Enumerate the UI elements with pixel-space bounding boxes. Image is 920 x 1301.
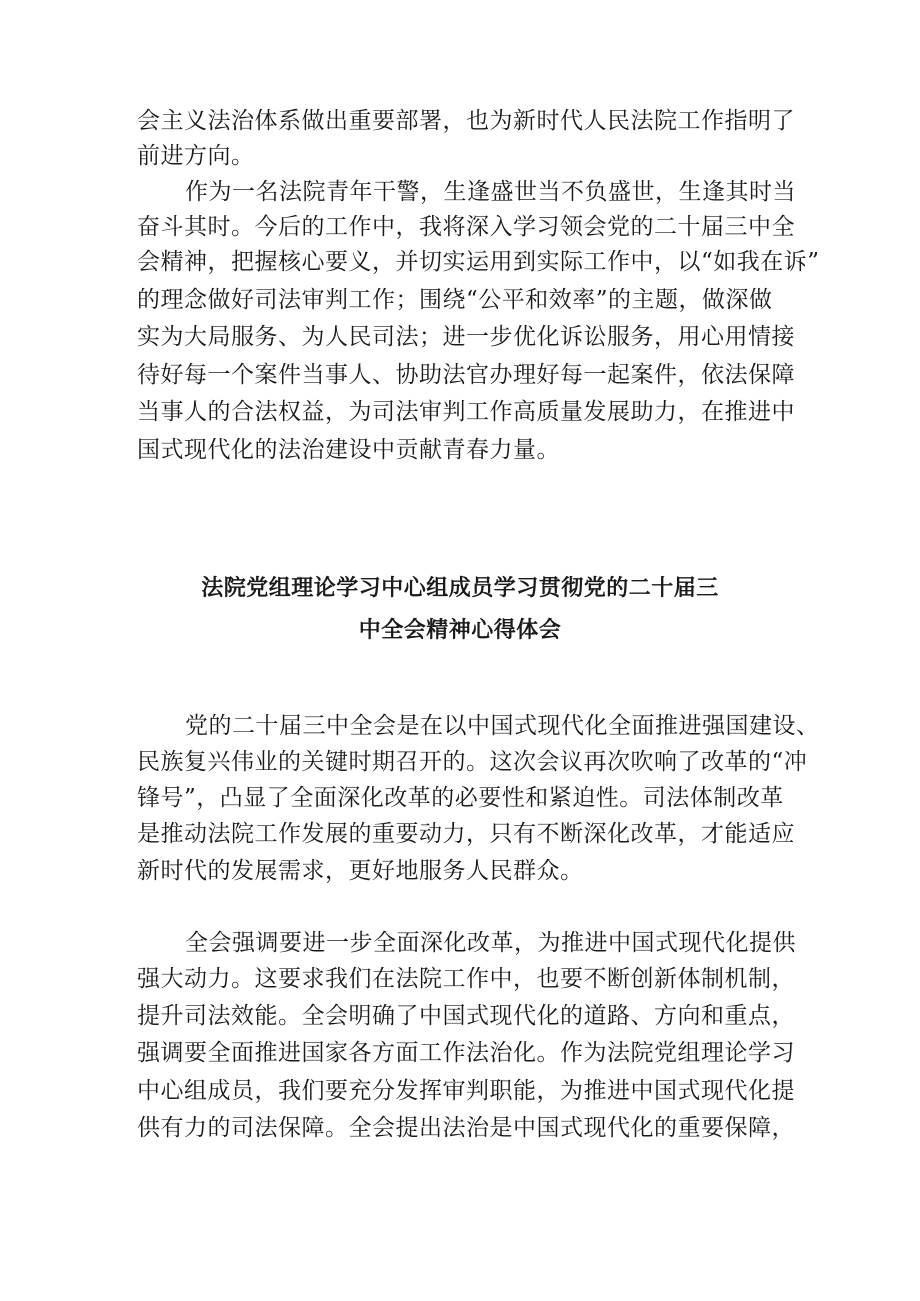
- paragraph-line: 作为一名法院青年干警，生逢盛世当不负盛世，生逢其时当: [185, 179, 796, 205]
- paragraph-line: 供有力的司法保障。全会提出法治是中国式现代化的重要保障，: [137, 1115, 795, 1141]
- paragraph-line: 中心组成员，我们要充分发挥审判职能，为推进中国式现代化提: [137, 1078, 795, 1104]
- paragraph-line: 提升司法效能。全会明确了中国式现代化的道路、方向和重点，: [137, 1003, 795, 1029]
- paragraph-line: 会精神，把握核心要义，并切实运用到实际工作中，以“如我在诉”: [137, 249, 820, 275]
- paragraph-line: 前进方向。: [137, 143, 255, 169]
- article-title-line-2: 中全会精神心得体会: [358, 618, 562, 643]
- paragraph-line: 民族复兴伟业的关键时期召开的。这次会议再次吹响了改革的“冲: [137, 749, 808, 775]
- paragraph-line: 强调要全面推进国家各方面工作法治化。作为法院党组理论学习: [137, 1040, 795, 1066]
- paragraph-line: 国式现代化的法治建设中贡献青春力量。: [137, 437, 560, 463]
- paragraph-line: 党的二十届三中全会是在以中国式现代化全面推进强国建设、: [185, 713, 820, 739]
- paragraph-line: 强大动力。这要求我们在法院工作中，也要不断创新体制机制，: [137, 966, 795, 992]
- paragraph-line: 全会强调要进一步全面深化改革，为推进中国式现代化提供: [185, 930, 796, 956]
- paragraph-line: 会主义法治体系做出重要部署，也为新时代人民法院工作指明了: [137, 108, 795, 134]
- paragraph-line: 奋斗其时。今后的工作中，我将深入学习领会党的二十届三中全: [137, 214, 795, 240]
- paragraph-line: 待好每一个案件当事人、协助法官办理好每一起案件，依法保障: [137, 362, 795, 388]
- article-title-line-1: 法院党组理论学习中心组成员学习贯彻党的二十届三: [201, 576, 719, 601]
- paragraph-line: 新时代的发展需求，更好地服务人民群众。: [137, 858, 584, 884]
- paragraph-line: 的理念做好司法审判工作；围绕“公平和效率”的主题，做深做: [137, 287, 773, 313]
- paragraph-line: 是推动法院工作发展的重要动力，只有不断深化改革，才能适应: [137, 821, 795, 847]
- paragraph-line: 锋号”，凸显了全面深化改革的必要性和紧迫性。司法体制改革: [137, 785, 784, 811]
- paragraph-line: 当事人的合法权益，为司法审判工作高质量发展助力，在推进中: [137, 399, 795, 425]
- paragraph-line: 实为大局服务、为人民司法；进一步优化诉讼服务，用心用情接: [137, 324, 795, 350]
